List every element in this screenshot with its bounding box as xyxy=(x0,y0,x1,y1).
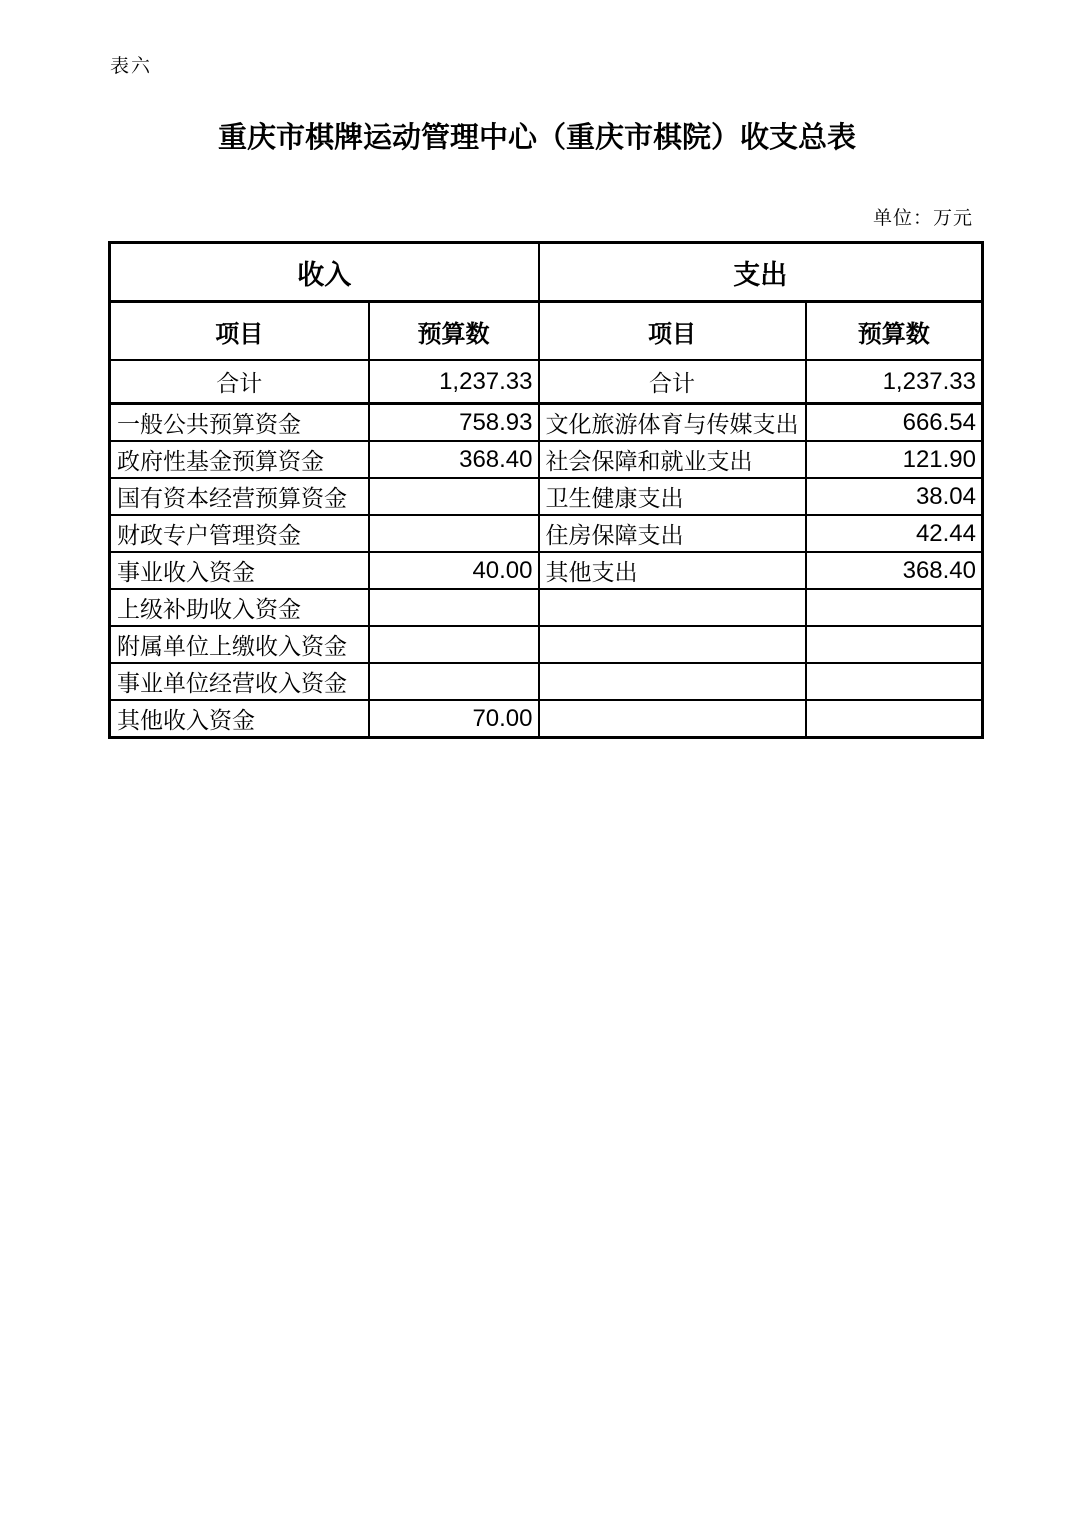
table-number-label: 表六 xyxy=(110,56,153,77)
income-item-cell: 财政专户管理资金 xyxy=(110,515,369,552)
income-item-cell: 事业收入资金 xyxy=(110,552,369,589)
column-header-row xyxy=(110,302,983,361)
expense-value-cell: 368.40 xyxy=(806,552,983,589)
expense-value-cell xyxy=(806,626,983,663)
expense-item-cell: 文化旅游体育与传媒支出 xyxy=(539,404,806,442)
table-row xyxy=(110,626,983,663)
table-row xyxy=(110,404,983,442)
income-value-cell xyxy=(369,515,539,552)
expense-value-cell: 666.54 xyxy=(806,404,983,442)
income-value-cell xyxy=(369,663,539,700)
table-row xyxy=(110,589,983,626)
table-row xyxy=(110,441,983,478)
income-item-cell: 附属单位上缴收入资金 xyxy=(110,626,369,663)
table-row xyxy=(110,700,983,738)
expense-value-cell: 42.44 xyxy=(806,515,983,552)
income-item-cell: 事业单位经营收入资金 xyxy=(110,663,369,700)
group-header-row xyxy=(110,243,983,302)
income-item-cell: 合计 xyxy=(110,360,369,404)
table-row xyxy=(110,478,983,515)
unit-note: 单位：万元 xyxy=(872,208,973,229)
expense-item-cell: 其他支出 xyxy=(539,552,806,589)
expense-item-cell: 住房保障支出 xyxy=(539,515,806,552)
income-value-cell: 70.00 xyxy=(369,700,539,738)
income-value-cell xyxy=(369,626,539,663)
expense-item-cell xyxy=(539,589,806,626)
table-row xyxy=(110,663,983,700)
income-item-column-header: 项目 xyxy=(110,302,369,361)
income-item-cell: 一般公共预算资金 xyxy=(110,404,369,442)
table-row xyxy=(110,552,983,589)
expense-value-cell xyxy=(806,663,983,700)
table-row-total xyxy=(110,360,983,404)
expense-item-cell: 合计 xyxy=(539,360,806,404)
expense-value-cell: 38.04 xyxy=(806,478,983,515)
expense-item-cell xyxy=(539,626,806,663)
income-budget-column-header: 预算数 xyxy=(369,302,539,361)
expense-budget-column-header: 预算数 xyxy=(806,302,983,361)
income-value-cell: 368.40 xyxy=(369,441,539,478)
income-item-cell: 上级补助收入资金 xyxy=(110,589,369,626)
expense-item-cell xyxy=(539,700,806,738)
expense-item-cell: 社会保障和就业支出 xyxy=(539,441,806,478)
expense-value-cell: 121.90 xyxy=(806,441,983,478)
income-value-cell: 1,237.33 xyxy=(369,360,539,404)
income-value-cell: 758.93 xyxy=(369,404,539,442)
page-title: 重庆市棋牌运动管理中心（重庆市棋院）收支总表 xyxy=(217,122,856,154)
income-value-cell xyxy=(369,478,539,515)
income-value-cell xyxy=(369,589,539,626)
expense-group-header: 支出 xyxy=(539,243,983,302)
table-row xyxy=(110,515,983,552)
expense-item-cell xyxy=(539,663,806,700)
expense-value-cell: 1,237.33 xyxy=(806,360,983,404)
expense-item-column-header: 项目 xyxy=(539,302,806,361)
income-item-cell: 政府性基金预算资金 xyxy=(110,441,369,478)
expense-item-cell: 卫生健康支出 xyxy=(539,478,806,515)
expense-value-cell xyxy=(806,589,983,626)
income-item-cell: 国有资本经营预算资金 xyxy=(110,478,369,515)
income-group-header: 收入 xyxy=(110,243,539,302)
expense-value-cell xyxy=(806,700,983,738)
income-item-cell: 其他收入资金 xyxy=(110,700,369,738)
income-value-cell: 40.00 xyxy=(369,552,539,589)
budget-table xyxy=(108,241,984,739)
